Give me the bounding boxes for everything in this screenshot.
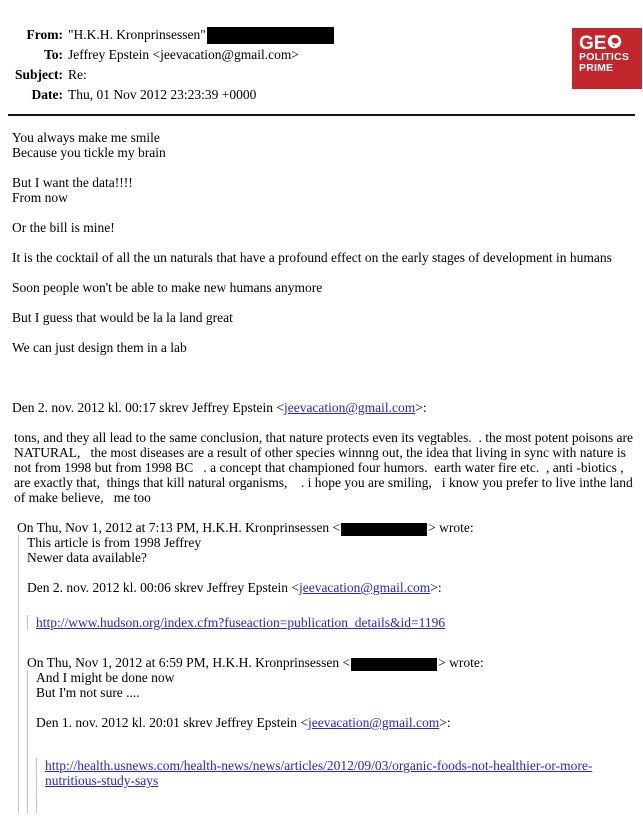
redacted-email-bar — [351, 658, 437, 671]
quote-level-1 — [18, 535, 643, 813]
usnews-article-link[interactable]: http://health.usnews.com/health-news/news/articles/2012/09/03/organic-foods-not-healthier-or-more-nutritious-study-says — [45, 758, 593, 788]
email-body — [12, 130, 643, 813]
body-line: You always make me smile — [12, 130, 160, 145]
hudson-article-link[interactable]: http://www.hudson.org/index.cfm?fuseaction=publication_details&id=1196 — [36, 615, 446, 630]
header-divider — [8, 114, 635, 116]
body-line: But I want the data!!!! — [12, 175, 133, 190]
body-line: We can just design them in a lab — [12, 340, 187, 355]
to-value: Jeffrey Epstein <jeevacation@gmail.com> — [68, 47, 299, 62]
from-label: From: — [26, 27, 63, 42]
epstein-email-link[interactable]: jeevacation@gmail.com — [283, 400, 416, 415]
body-line: Because you tickle my brain — [12, 145, 166, 160]
redacted-sender-address-bar — [207, 27, 334, 44]
quote-level-2-hudson — [27, 615, 643, 630]
quoted-line: But I'm not sure .... — [36, 685, 140, 700]
body-line: Soon people won't be able to make new humans anymore — [12, 280, 323, 295]
attribution-text: > wrote: — [428, 520, 474, 535]
quote-level-3 — [36, 758, 643, 813]
quote-level-2 — [27, 670, 643, 813]
usnews-link-line — [45, 758, 597, 788]
attribution-text: Den 2. nov. 2012 kl. 00:06 skrev Jeffrey Epstein < — [27, 580, 299, 595]
logo-geo-line — [579, 34, 642, 52]
attribution-text: > wrote: — [438, 655, 484, 670]
attribution-text: Den 2. nov. 2012 kl. 00:17 skrev Jeffrey Epstein < — [12, 400, 284, 415]
logo-geo-text: GE — [579, 32, 607, 54]
header-subject-row — [0, 62, 643, 85]
attribution-text: >: — [415, 400, 427, 415]
attribution-line-5 — [36, 715, 643, 730]
body-line: It is the cocktail of all the un naturals that have a profound effect on the early stages of development in humans — [12, 250, 612, 265]
body-line: Or the bill is mine! — [12, 220, 115, 235]
header-date-row — [0, 85, 643, 105]
geopolitics-prime-logo — [572, 28, 642, 89]
body-line: From now — [12, 190, 68, 205]
email-document — [0, 25, 643, 825]
attribution-text: On Thu, Nov 1, 2012 at 7:13 PM, H.K.H. Kronprinsessen < — [17, 520, 341, 535]
attribution-text: >: — [430, 580, 442, 595]
epstein-quoted-paragraph: tons, and they all lead to the same conclusion, that nature protects even its vegtables. . the most potent poisons are NATURAL, the most diseases are a result of other species winnng out, the idea that living in sync with nature is not from 1998 but from 1998 BC . a concept that championed four humors. earth water fire etc. , anti -biotics , are exactly that, things that kill natural organisms, . i hope you are smiling, i know you prefer to live inthe land of make believe, me too — [14, 430, 637, 505]
quoted-line: And I might be done now — [36, 670, 175, 685]
epstein-email-link[interactable]: jeevacation@gmail.com — [307, 715, 440, 730]
logo-politics-text: POLITICS — [579, 51, 630, 63]
attribution-line-3 — [27, 580, 643, 595]
body-line: But I guess that would be la la land great — [12, 310, 233, 325]
logo-prime-text: PRIME — [579, 62, 614, 74]
quoted-line: Newer data available? — [27, 550, 147, 565]
date-label: Date: — [31, 87, 63, 102]
from-value: "H.K.H. Kronprinsessen" — [68, 27, 206, 42]
date-value: Thu, 01 Nov 2012 23:23:39 +0000 — [68, 87, 257, 102]
subject-value: Re: — [68, 67, 87, 82]
globe-icon — [606, 34, 622, 52]
header-to-row — [0, 45, 643, 65]
attribution-text: Den 1. nov. 2012 kl. 20:01 skrev Jeffrey Epstein < — [36, 715, 308, 730]
to-label: To: — [43, 47, 63, 62]
attribution-text: >: — [439, 715, 451, 730]
header-from-row — [0, 25, 643, 45]
subject-label: Subject: — [15, 67, 63, 82]
hudson-link-line — [36, 615, 643, 630]
attribution-line-4 — [27, 655, 643, 670]
quoted-line: This article is from 1998 Jeffrey — [27, 535, 202, 550]
email-header — [0, 25, 643, 105]
attribution-line-1 — [12, 400, 643, 415]
redacted-email-bar — [341, 523, 427, 536]
attribution-line-2 — [17, 520, 643, 535]
epstein-email-link[interactable]: jeevacation@gmail.com — [298, 580, 431, 595]
attribution-text: On Thu, Nov 1, 2012 at 6:59 PM, H.K.H. Kronprinsessen < — [27, 655, 351, 670]
